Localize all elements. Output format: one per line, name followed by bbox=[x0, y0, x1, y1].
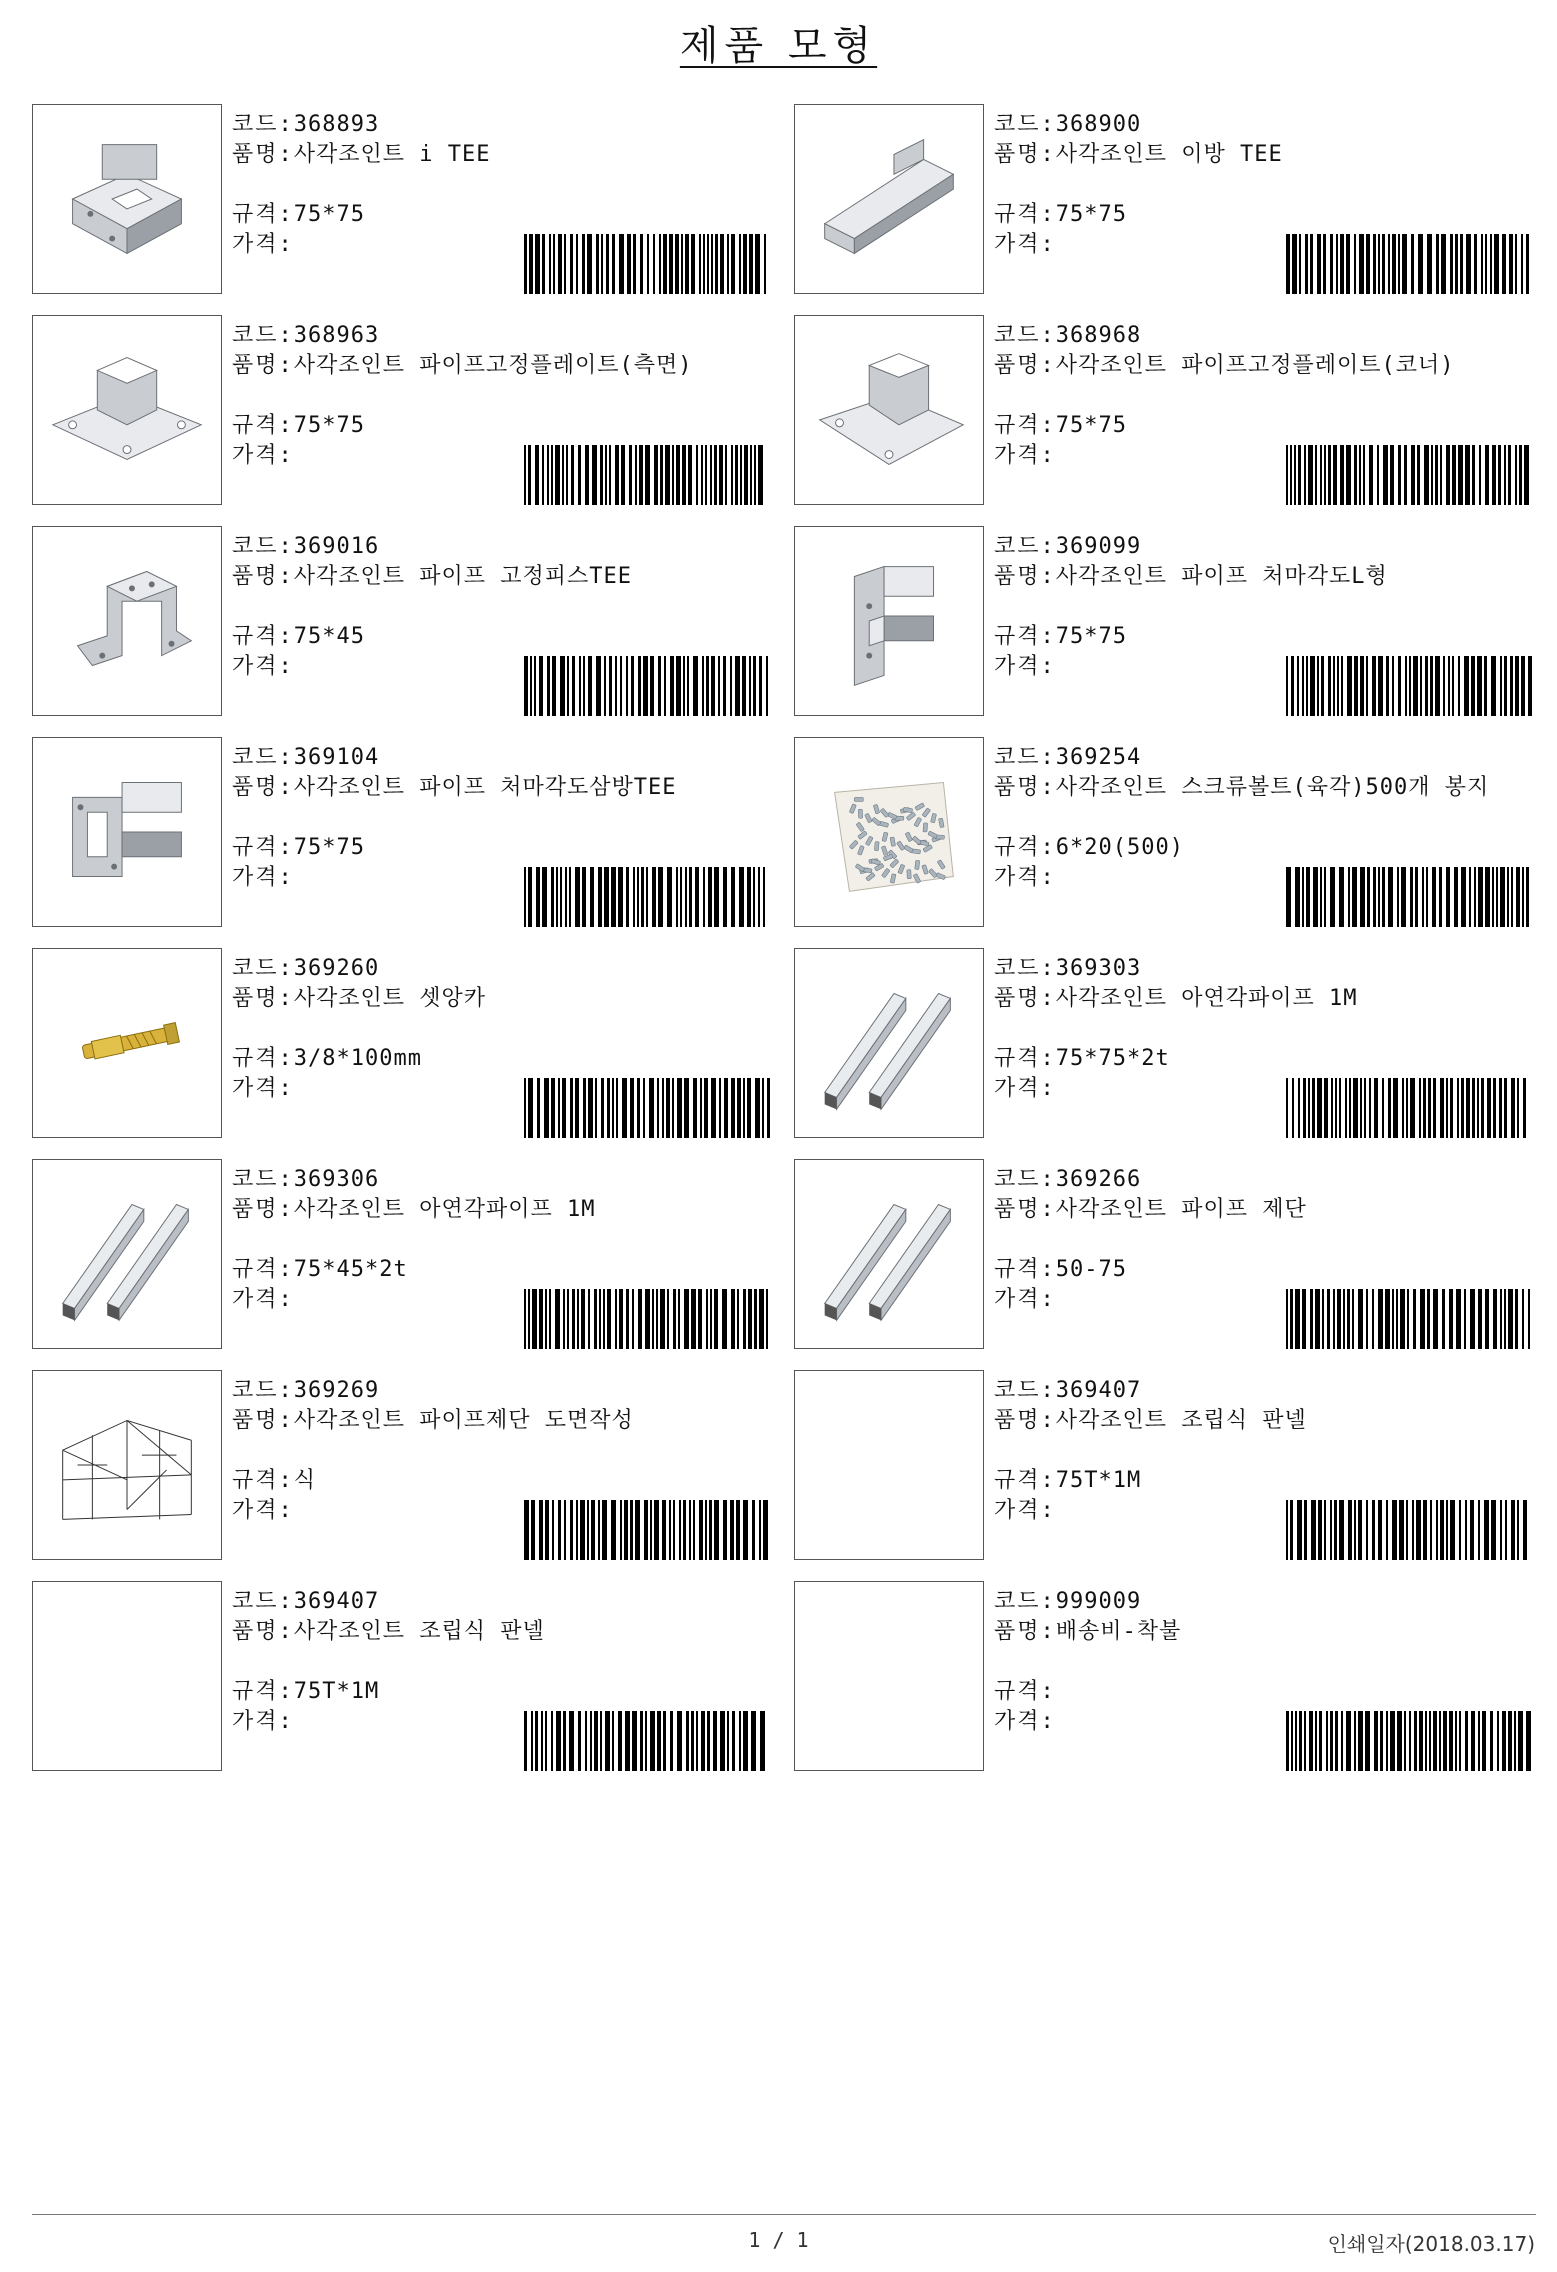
name-line bbox=[232, 562, 772, 622]
product-card bbox=[32, 1370, 774, 1560]
name-label: 품명: bbox=[994, 986, 1056, 1011]
product-spec: 75*75*2t bbox=[1055, 1046, 1170, 1071]
product-card bbox=[794, 315, 1536, 505]
product-name: 배송비-착불 bbox=[1055, 1619, 1182, 1644]
code-label: 코드: bbox=[994, 534, 1056, 559]
name-line bbox=[994, 351, 1534, 411]
name-label: 품명: bbox=[232, 1408, 294, 1433]
product-name: 사각조인트 파이프 제단 bbox=[1055, 1197, 1307, 1222]
product-spec: 75T*1M bbox=[293, 1679, 380, 1704]
product-code: 369254 bbox=[1055, 745, 1142, 770]
screw-bag-icon bbox=[795, 738, 983, 926]
spec-line bbox=[994, 1255, 1534, 1285]
product-code: 368893 bbox=[293, 112, 380, 137]
spec-label: 규격: bbox=[994, 1257, 1056, 1282]
product-code: 999009 bbox=[1055, 1589, 1142, 1614]
product-image bbox=[32, 1159, 222, 1349]
code-line bbox=[994, 532, 1534, 562]
product-code: 369407 bbox=[293, 1589, 380, 1614]
product-image bbox=[32, 526, 222, 716]
spec-line bbox=[232, 1044, 772, 1074]
barcode bbox=[522, 1500, 772, 1560]
square-pipe-icon bbox=[33, 1160, 221, 1348]
product-card bbox=[794, 737, 1536, 927]
name-label: 품명: bbox=[232, 1197, 294, 1222]
code-label: 코드: bbox=[994, 112, 1056, 137]
product-name: 사각조인트 이방 TEE bbox=[1055, 142, 1283, 167]
name-label: 품명: bbox=[994, 1197, 1056, 1222]
spec-line bbox=[994, 622, 1534, 652]
barcode bbox=[522, 445, 772, 505]
spec-line bbox=[994, 1044, 1534, 1074]
spec-line bbox=[994, 1677, 1534, 1707]
barcode bbox=[1284, 1711, 1534, 1771]
product-card bbox=[32, 315, 774, 505]
barcode bbox=[522, 1289, 772, 1349]
product-image bbox=[32, 737, 222, 927]
code-label: 코드: bbox=[232, 323, 294, 348]
name-label: 품명: bbox=[994, 1408, 1056, 1433]
product-image bbox=[794, 737, 984, 927]
price-label: 가격: bbox=[994, 1709, 1056, 1734]
code-line bbox=[994, 954, 1534, 984]
product-spec: 75*75 bbox=[293, 413, 365, 438]
product-spec: 6*20(500) bbox=[1055, 835, 1184, 860]
product-code: 369104 bbox=[293, 745, 380, 770]
spec-line bbox=[232, 1466, 772, 1496]
code-label: 코드: bbox=[994, 323, 1056, 348]
product-card bbox=[794, 1159, 1536, 1349]
name-line bbox=[994, 1617, 1534, 1677]
code-label: 코드: bbox=[994, 1167, 1056, 1192]
product-card bbox=[794, 104, 1536, 294]
product-code: 368968 bbox=[1055, 323, 1142, 348]
code-line bbox=[232, 110, 772, 140]
code-label: 코드: bbox=[994, 956, 1056, 981]
product-spec: 75*75 bbox=[1055, 413, 1127, 438]
spec-label: 규격: bbox=[232, 1679, 294, 1704]
name-label: 품명: bbox=[232, 353, 294, 378]
u-bracket-icon bbox=[33, 527, 221, 715]
product-image bbox=[32, 1581, 222, 1771]
code-label: 코드: bbox=[994, 1378, 1056, 1403]
page-number: 1 / 1 bbox=[748, 2228, 809, 2252]
spec-label: 규격: bbox=[994, 202, 1056, 227]
name-label: 품명: bbox=[232, 142, 294, 167]
price-label: 가격: bbox=[994, 1498, 1056, 1523]
corner-plate-icon bbox=[795, 316, 983, 504]
bracket-tee-icon bbox=[33, 105, 221, 293]
name-line bbox=[232, 351, 772, 411]
product-name: 사각조인트 파이프고정플레이트(측면) bbox=[293, 353, 693, 378]
barcode bbox=[522, 234, 772, 294]
spec-label: 규격: bbox=[232, 413, 294, 438]
product-name: 사각조인트 조립식 판넬 bbox=[1055, 1408, 1307, 1433]
code-label: 코드: bbox=[232, 956, 294, 981]
product-spec: 75*45*2t bbox=[293, 1257, 408, 1282]
barcode bbox=[1284, 867, 1534, 927]
product-name: 사각조인트 파이프 고정피스TEE bbox=[293, 564, 633, 589]
product-spec: 3/8*100mm bbox=[293, 1046, 422, 1071]
product-code: 369303 bbox=[1055, 956, 1142, 981]
code-label: 코드: bbox=[232, 112, 294, 137]
barcode bbox=[1284, 234, 1534, 294]
product-card bbox=[32, 737, 774, 927]
spec-label: 규격: bbox=[232, 1046, 294, 1071]
price-label: 가격: bbox=[232, 443, 294, 468]
name-line bbox=[232, 984, 772, 1044]
code-label: 코드: bbox=[232, 1167, 294, 1192]
name-line bbox=[994, 562, 1534, 622]
structure-drawing-icon bbox=[33, 1371, 221, 1559]
product-spec bbox=[1056, 1677, 1534, 1707]
product-image bbox=[794, 948, 984, 1138]
spec-label: 규격: bbox=[994, 413, 1056, 438]
blank-image bbox=[795, 1582, 983, 1770]
product-card bbox=[794, 948, 1536, 1138]
spec-line bbox=[994, 411, 1534, 441]
name-line bbox=[232, 1195, 772, 1255]
barcode bbox=[522, 1711, 772, 1771]
spec-label: 규격: bbox=[232, 1257, 294, 1282]
product-card bbox=[32, 1159, 774, 1349]
spec-label: 규격: bbox=[232, 835, 294, 860]
name-line bbox=[994, 140, 1534, 200]
barcode bbox=[522, 1078, 772, 1138]
spec-line bbox=[232, 622, 772, 652]
code-line bbox=[994, 1587, 1534, 1617]
spec-line bbox=[232, 1677, 772, 1707]
spec-label: 규격: bbox=[994, 624, 1056, 649]
spec-label: 규격: bbox=[994, 1046, 1056, 1071]
code-line bbox=[232, 532, 772, 562]
spec-line bbox=[994, 1466, 1534, 1496]
price-label: 가격: bbox=[994, 865, 1056, 890]
product-code: 368963 bbox=[293, 323, 380, 348]
name-line bbox=[994, 1195, 1534, 1255]
product-card bbox=[794, 1581, 1536, 1771]
footer-divider bbox=[32, 2214, 1536, 2215]
name-line bbox=[994, 984, 1534, 1044]
blank-image bbox=[795, 1371, 983, 1559]
product-image bbox=[794, 104, 984, 294]
barcode bbox=[522, 656, 772, 716]
product-card bbox=[794, 1370, 1536, 1560]
product-image bbox=[794, 1370, 984, 1560]
code-line bbox=[232, 1376, 772, 1406]
price-label: 가격: bbox=[232, 1076, 294, 1101]
channel-bracket-icon bbox=[795, 105, 983, 293]
product-name: 사각조인트 아연각파이프 1M bbox=[293, 1197, 596, 1222]
name-label: 품명: bbox=[994, 775, 1056, 800]
product-image bbox=[32, 104, 222, 294]
spec-label: 규격: bbox=[232, 624, 294, 649]
page-title: 제품 모형 bbox=[679, 23, 878, 69]
three-way-bracket-icon bbox=[33, 738, 221, 926]
name-label: 품명: bbox=[232, 986, 294, 1011]
product-grid bbox=[32, 104, 1536, 1771]
product-image bbox=[32, 315, 222, 505]
spec-label: 규격: bbox=[994, 835, 1056, 860]
product-spec: 식 bbox=[293, 1468, 317, 1493]
print-date: 인쇄일자(2018.03.17) bbox=[1327, 2232, 1535, 2256]
name-label: 품명: bbox=[232, 775, 294, 800]
product-code: 369099 bbox=[1055, 534, 1142, 559]
code-label: 코드: bbox=[232, 534, 294, 559]
product-name: 사각조인트 파이프고정플레이트(코너) bbox=[1055, 353, 1455, 378]
spec-line bbox=[232, 1255, 772, 1285]
product-code: 368900 bbox=[1055, 112, 1142, 137]
product-code: 369269 bbox=[293, 1378, 380, 1403]
product-code: 369260 bbox=[293, 956, 380, 981]
name-label: 품명: bbox=[232, 1619, 294, 1644]
product-card bbox=[794, 526, 1536, 716]
barcode bbox=[1284, 445, 1534, 505]
name-line bbox=[994, 773, 1534, 833]
code-label: 코드: bbox=[994, 745, 1056, 770]
product-card bbox=[32, 104, 774, 294]
code-line bbox=[994, 110, 1534, 140]
name-label: 품명: bbox=[994, 142, 1056, 167]
code-line bbox=[994, 1165, 1534, 1195]
product-name: 사각조인트 아연각파이프 1M bbox=[1055, 986, 1358, 1011]
code-label: 코드: bbox=[232, 1378, 294, 1403]
barcode bbox=[522, 867, 772, 927]
code-label: 코드: bbox=[232, 1589, 294, 1614]
product-spec: 75*75 bbox=[1055, 624, 1127, 649]
square-pipe-icon bbox=[795, 949, 983, 1137]
product-card bbox=[32, 948, 774, 1138]
product-spec: 75*75 bbox=[293, 835, 365, 860]
price-label: 가격: bbox=[994, 654, 1056, 679]
name-line bbox=[232, 773, 772, 833]
product-name: 사각조인트 셋앙카 bbox=[293, 986, 487, 1011]
product-card bbox=[32, 526, 774, 716]
name-label: 품명: bbox=[994, 564, 1056, 589]
code-line bbox=[232, 743, 772, 773]
price-label: 가격: bbox=[994, 232, 1056, 257]
spec-line bbox=[994, 833, 1534, 863]
spec-line bbox=[232, 200, 772, 230]
product-spec: 75*75 bbox=[293, 202, 365, 227]
name-line bbox=[994, 1406, 1534, 1466]
square-pipe-icon bbox=[795, 1160, 983, 1348]
code-label: 코드: bbox=[994, 1589, 1056, 1614]
product-code: 369407 bbox=[1055, 1378, 1142, 1403]
name-line bbox=[232, 1617, 772, 1677]
product-image bbox=[32, 948, 222, 1138]
spec-line bbox=[994, 200, 1534, 230]
spec-line bbox=[232, 833, 772, 863]
price-label: 가격: bbox=[232, 232, 294, 257]
price-label: 가격: bbox=[994, 1076, 1056, 1101]
barcode bbox=[1284, 1289, 1534, 1349]
price-label: 가격: bbox=[232, 1709, 294, 1734]
name-line bbox=[232, 1406, 772, 1466]
price-label: 가격: bbox=[994, 443, 1056, 468]
product-name: 사각조인트 파이프제단 도면작성 bbox=[293, 1408, 634, 1433]
barcode bbox=[1284, 656, 1534, 716]
code-line bbox=[232, 954, 772, 984]
spec-label: 규격: bbox=[232, 1468, 294, 1493]
name-label: 품명: bbox=[994, 353, 1056, 378]
base-plate-icon bbox=[33, 316, 221, 504]
product-card bbox=[32, 1581, 774, 1771]
spec-label: 규격: bbox=[994, 1468, 1056, 1493]
barcode bbox=[1284, 1500, 1534, 1560]
name-line bbox=[232, 140, 772, 200]
product-spec: 75*75 bbox=[1055, 202, 1127, 227]
code-label: 코드: bbox=[232, 745, 294, 770]
product-code: 369266 bbox=[1055, 1167, 1142, 1192]
product-image bbox=[794, 1581, 984, 1771]
spec-line bbox=[232, 411, 772, 441]
anchor-bolt-icon bbox=[33, 949, 221, 1137]
product-spec: 75T*1M bbox=[1055, 1468, 1142, 1493]
price-label: 가격: bbox=[232, 654, 294, 679]
price-label: 가격: bbox=[994, 1287, 1056, 1312]
code-line bbox=[232, 1587, 772, 1617]
product-spec: 50-75 bbox=[1055, 1257, 1127, 1282]
blank-image bbox=[33, 1582, 221, 1770]
product-image bbox=[794, 315, 984, 505]
price-label: 가격: bbox=[232, 1498, 294, 1523]
product-name: 사각조인트 i TEE bbox=[293, 142, 491, 167]
product-name: 사각조인트 조립식 판넬 bbox=[293, 1619, 545, 1644]
name-label: 품명: bbox=[994, 1619, 1056, 1644]
price-label: 가격: bbox=[232, 1287, 294, 1312]
product-image bbox=[32, 1370, 222, 1560]
spec-label: 규격: bbox=[994, 1679, 1056, 1704]
code-line bbox=[994, 743, 1534, 773]
code-line bbox=[994, 1376, 1534, 1406]
product-spec: 75*45 bbox=[293, 624, 365, 649]
l-bracket-icon bbox=[795, 527, 983, 715]
product-image bbox=[794, 1159, 984, 1349]
spec-label: 규격: bbox=[232, 202, 294, 227]
product-name: 사각조인트 파이프 처마각도삼방TEE bbox=[293, 775, 677, 800]
code-line bbox=[994, 321, 1534, 351]
name-label: 품명: bbox=[232, 564, 294, 589]
code-line bbox=[232, 1165, 772, 1195]
product-name: 사각조인트 스크류볼트(육각)500개 봉지 bbox=[1055, 775, 1490, 800]
product-code: 369016 bbox=[293, 534, 380, 559]
product-name: 사각조인트 파이프 처마각도L형 bbox=[1055, 564, 1388, 589]
price-label: 가격: bbox=[232, 865, 294, 890]
product-image bbox=[794, 526, 984, 716]
product-code: 369306 bbox=[293, 1167, 380, 1192]
code-line bbox=[232, 321, 772, 351]
barcode bbox=[1284, 1078, 1534, 1138]
